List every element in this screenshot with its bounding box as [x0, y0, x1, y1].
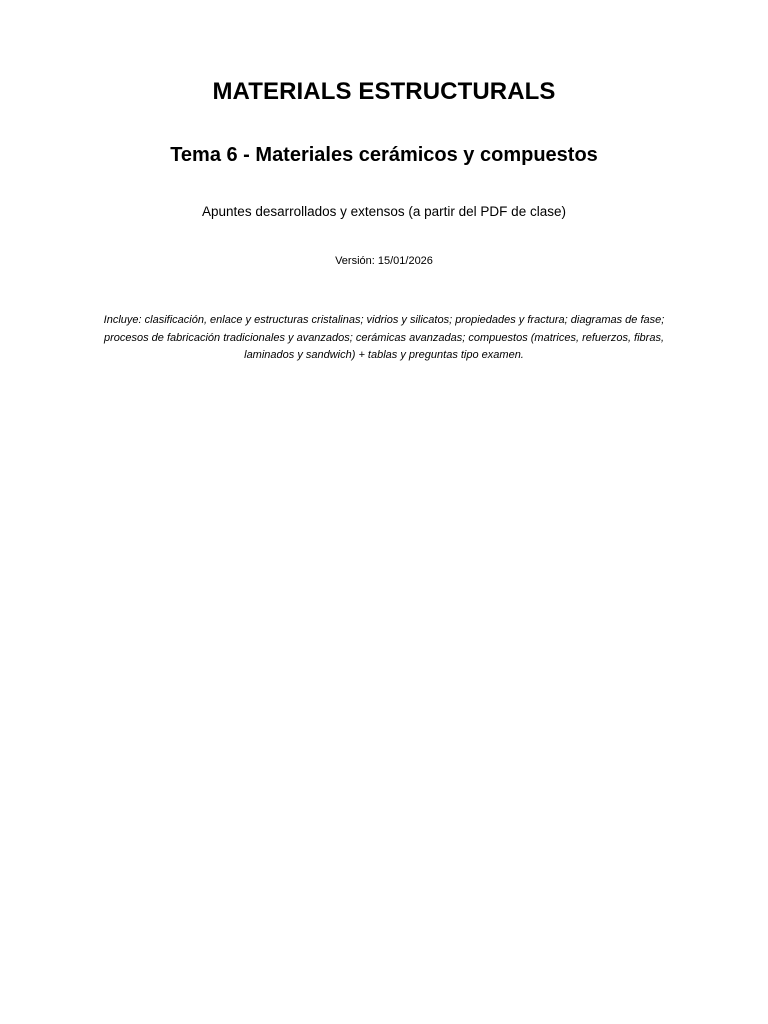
- document-includes-summary: Incluye: clasificación, enlace y estructuras cristalinas; vidrios y silicatos; propiedades y fractura; diagramas de fase; procesos de fabricación tradicionales y avanzados; cerámicas avanzadas; compuestos (matrices, refuerzos, fibras, laminados y sandwich) + tablas y preguntas tipo examen.: [103, 314, 665, 361]
- document-title: MATERIALS ESTRUCTURALS: [212, 78, 556, 105]
- document-version: Versión: 15/01/2026: [335, 255, 433, 267]
- document-description: Apuntes desarrollados y extensos (a partir del PDF de clase): [202, 204, 566, 219]
- document-subtitle: Tema 6 - Materiales cerámicos y compuestos: [170, 144, 598, 166]
